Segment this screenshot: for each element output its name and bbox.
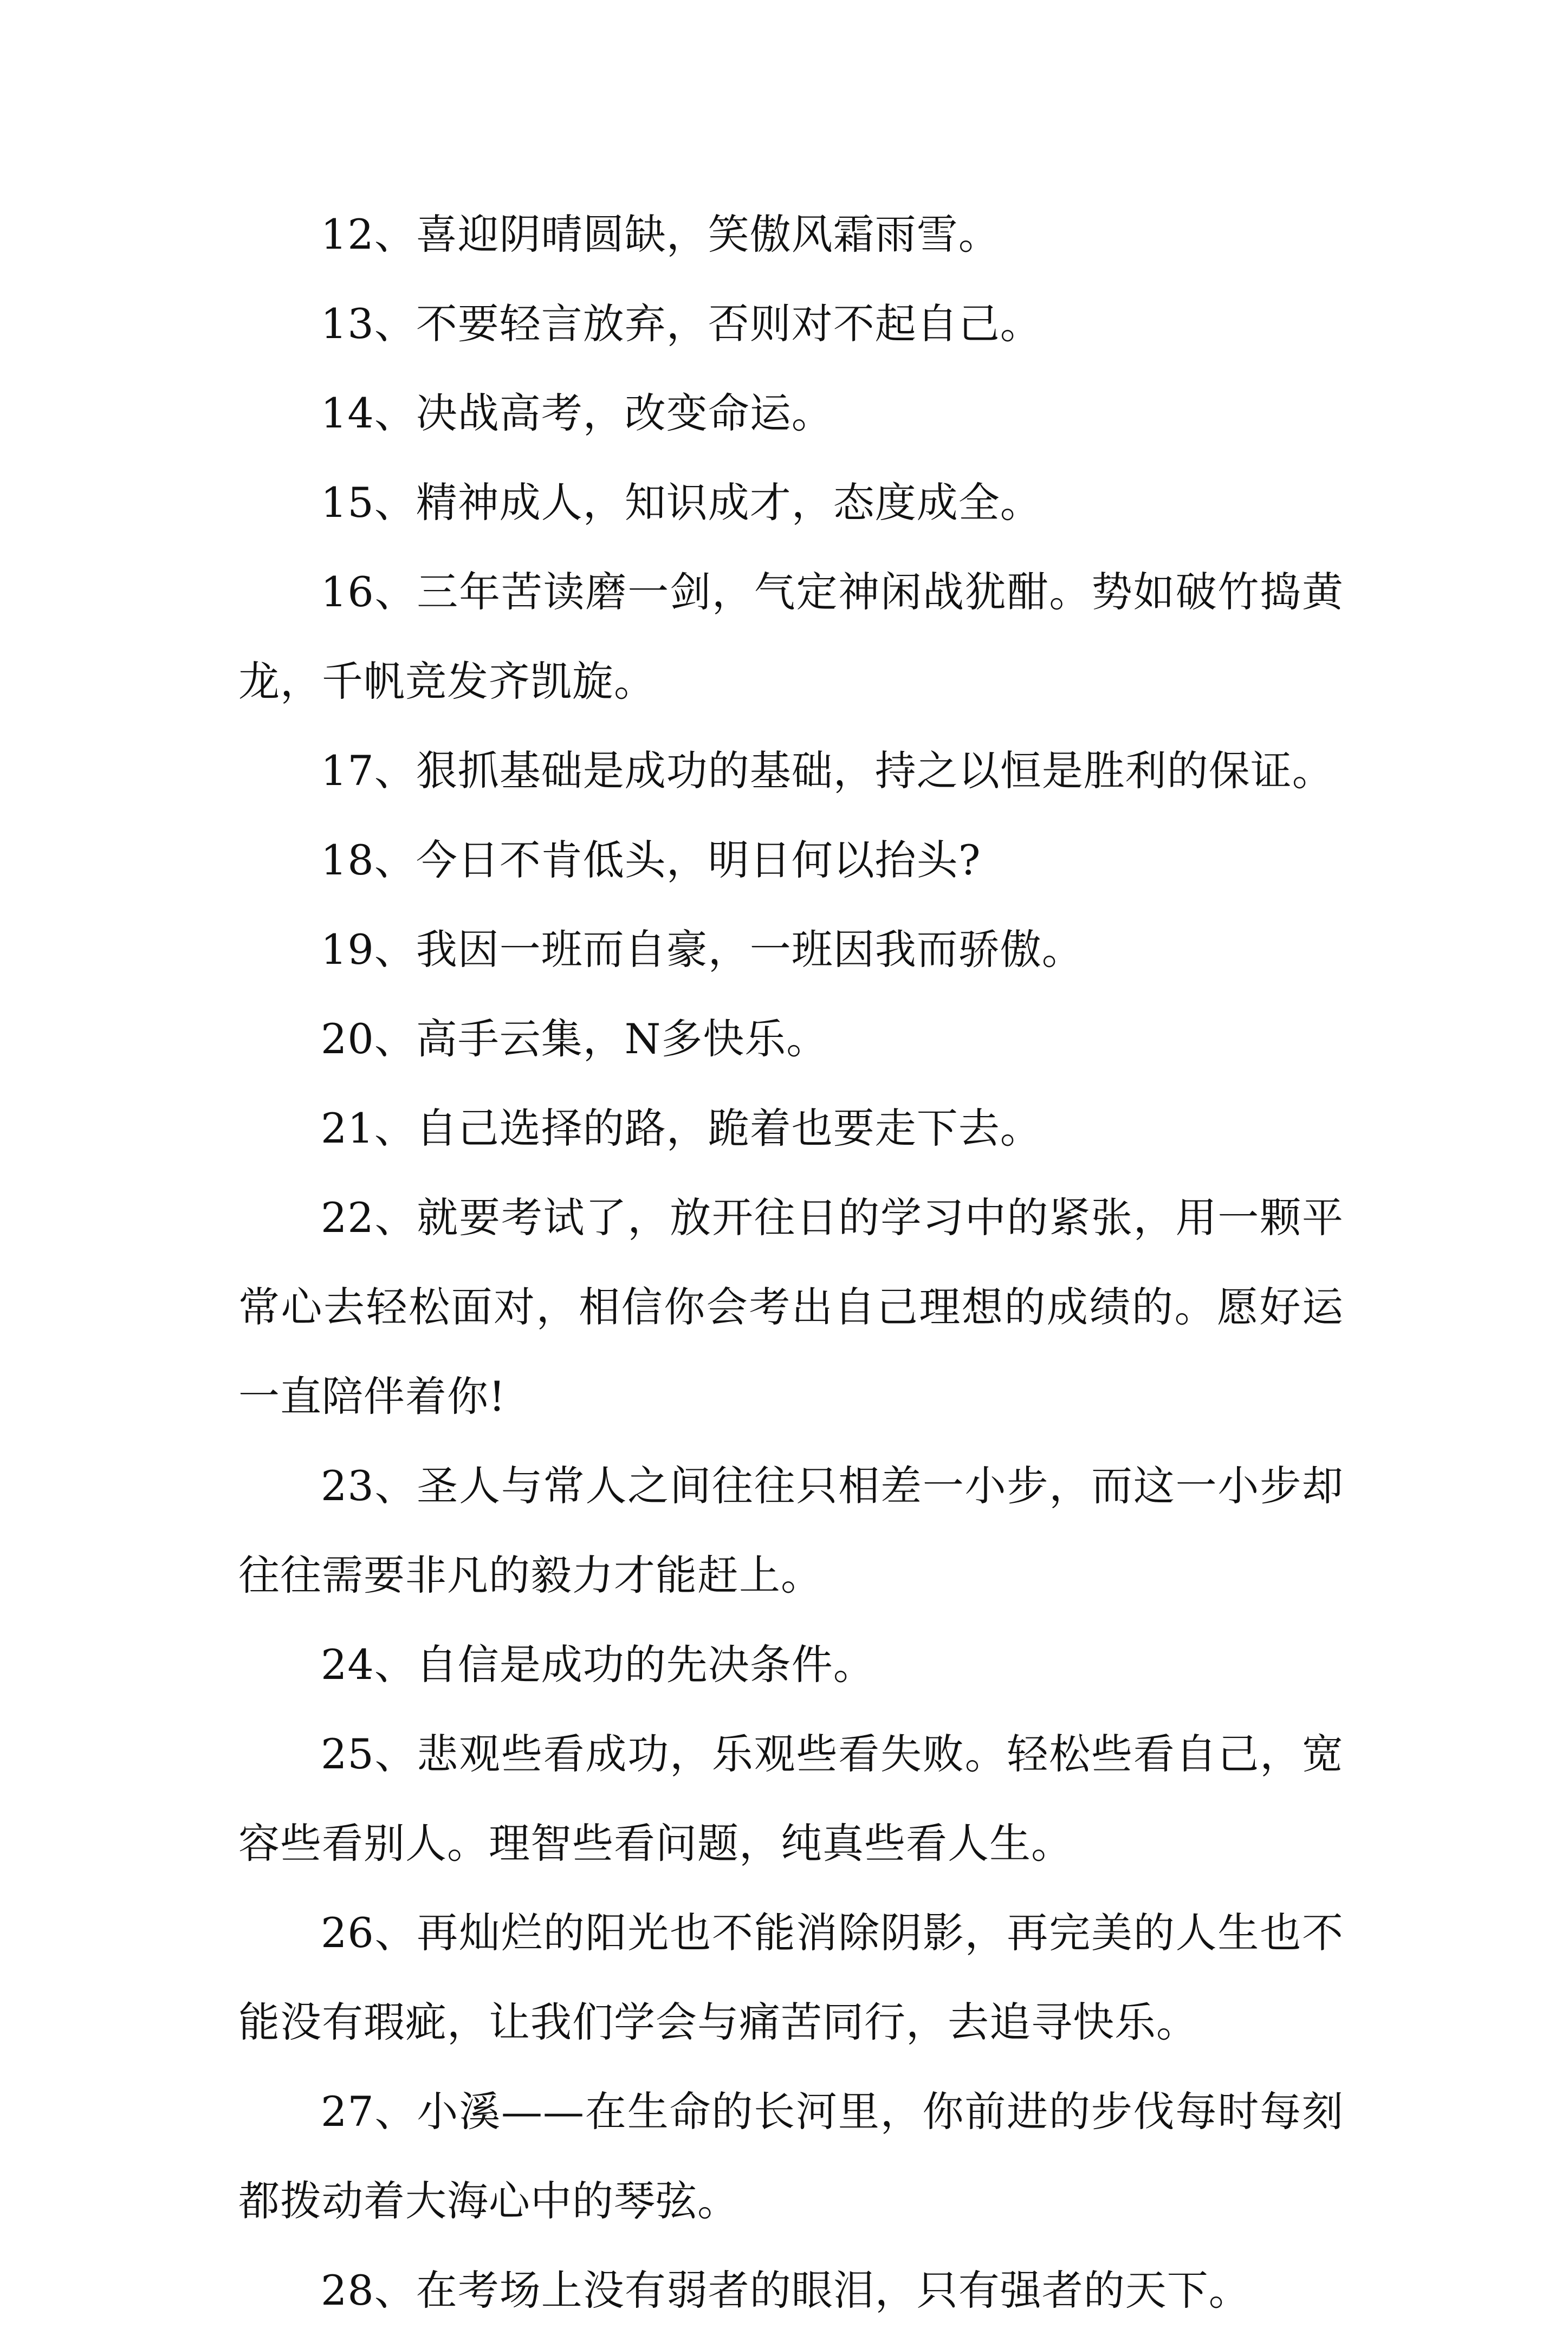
paragraph-20: 20、高手云集，N多快乐。 xyxy=(321,1015,828,1063)
paragraph-27: 27、小溪——在生命的长河里，你前进的步伐每时每刻都拨动着大海心中的琴弦。 xyxy=(238,2087,1344,2225)
paragraph-28: 28、在考场上没有弱者的眼泪，只有强者的天下。 xyxy=(321,2266,1250,2314)
paragraph-15: 15、精神成人，知识成才，态度成全。 xyxy=(321,478,1042,527)
paragraph-16: 16、三年苦读磨一剑，气定神闲战犹酣。势如破竹捣黄龙，千帆竞发齐凯旋。 xyxy=(238,568,1344,705)
paragraph-14: 14、决战高考，改变命运。 xyxy=(321,389,833,437)
paragraph-24: 24、自信是成功的先决条件。 xyxy=(321,1640,875,1689)
paragraph-25: 25、悲观些看成功，乐观些看失败。轻松些看自己，宽容些看别人。理智些看问题，纯真些看人生。 xyxy=(238,1730,1344,1867)
paragraph-19: 19、我因一班而自豪，一班因我而骄傲。 xyxy=(321,925,1084,974)
paragraph-13: 13、不要轻言放弃，否则对不起自己。 xyxy=(321,300,1042,348)
paragraph-21: 21、自己选择的路，跪着也要走下去。 xyxy=(321,1104,1042,1152)
paragraph-18: 18、今日不肯低头，明日何以抬头? xyxy=(321,836,981,884)
document-body xyxy=(238,190,1344,2335)
paragraph-17: 17、狠抓基础是成功的基础，持之以恒是胜利的保证。 xyxy=(321,747,1334,795)
paragraph-22: 22、就要考试了，放开往日的学习中的紧张，用一颗平常心去轻松面对，相信你会考出自己理想的成绩的。愿好运一直陪伴着你! xyxy=(238,1194,1344,1421)
paragraph-26: 26、再灿烂的阳光也不能消除阴影，再完美的人生也不能没有瑕疵，让我们学会与痛苦同行，去追寻快乐。 xyxy=(238,1909,1344,2046)
paragraph-12: 12、喜迎阴晴圆缺，笑傲风霜雨雪。 xyxy=(321,210,1000,258)
paragraph-23: 23、圣人与常人之间往往只相差一小步，而这一小步却往往需要非凡的毅力才能赶上。 xyxy=(238,1462,1344,1599)
